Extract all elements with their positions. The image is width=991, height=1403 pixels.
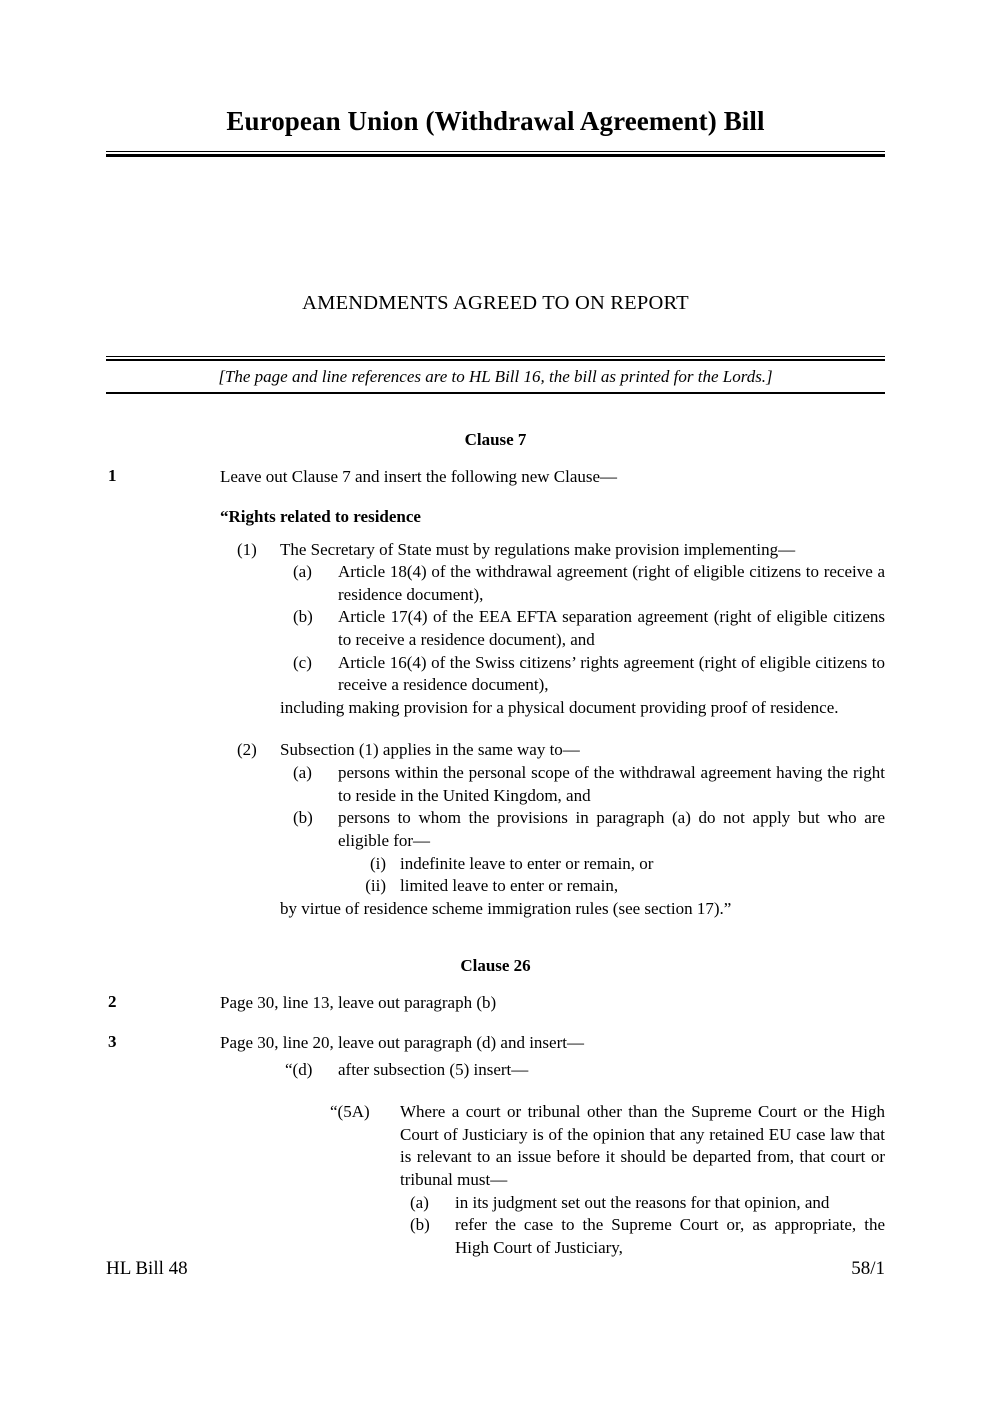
- subsection-text: Where a court or tribunal other than the Supreme Court or the High Court of Justiciary is of the opinion that any retained EU case law that is relevant to an issue before it should be departed from, that court or tribunal must—: [400, 1102, 885, 1190]
- amendment-3: [0, 1032, 991, 1055]
- item-marker: (a): [293, 763, 312, 783]
- item-marker: (b): [410, 1215, 430, 1235]
- item-text: refer the case to the Supreme Court or, as appropriate, the High Court of Justiciary,: [455, 1215, 885, 1257]
- reference-note: [The page and line references are to HL Bill 16, the bill as printed for the Lords.]: [218, 367, 773, 386]
- item-marker: (b): [293, 808, 313, 828]
- list-item: [0, 561, 885, 606]
- item-text: limited leave to enter or remain,: [400, 876, 619, 896]
- inserted-subsection-5a: [0, 1101, 885, 1191]
- amendment-instruction: Leave out Clause 7 and insert the following new Clause—: [220, 467, 618, 486]
- amendment-number: 3: [108, 1031, 117, 1051]
- list-item: [0, 875, 885, 898]
- item-text: in its judgment set out the reasons for that opinion, and: [455, 1192, 830, 1212]
- subsection-2: [0, 739, 885, 762]
- item-marker: (c): [293, 652, 312, 672]
- page-footer: [106, 1258, 885, 1280]
- subsection-marker: (1): [237, 539, 257, 559]
- subsection-2-closing: by virtue of residence scheme immigration rules (see section 17).”: [280, 898, 732, 918]
- item-marker: (ii): [365, 876, 386, 896]
- bill-number: HL Bill 48: [106, 1258, 188, 1279]
- item-text: Article 16(4) of the Swiss citizens’ rights agreement (right of eligible citizens to receive a residence document),: [338, 652, 885, 695]
- item-marker: (i): [369, 853, 386, 873]
- page-title: European Union (Withdrawal Agreement) Bill: [226, 106, 765, 136]
- amendment-number: 1: [108, 466, 117, 485]
- subsection-1: [0, 539, 885, 562]
- item-text: Article 18(4) of the withdrawal agreement (right of eligible citizens to receive a residence document),: [338, 562, 885, 604]
- item-marker: (a): [293, 562, 312, 582]
- reference-note-box: [106, 356, 885, 395]
- list-item: [0, 807, 885, 852]
- inserted-clause-title: “Rights related to residence: [220, 506, 421, 526]
- list-item: [0, 652, 885, 697]
- subsection-1-closing: including making provision for a physical document providing proof of residence.: [280, 697, 839, 717]
- list-item: [0, 1192, 885, 1215]
- note-rule-bottom: [106, 392, 885, 395]
- item-marker: (a): [410, 1192, 429, 1212]
- inserted-paragraph-d: [0, 1059, 885, 1082]
- paragraph-text: after subsection (5) insert—: [338, 1059, 529, 1079]
- list-item: [0, 853, 885, 876]
- amendment-instruction: Page 30, line 20, leave out paragraph (d) and insert—: [220, 1032, 584, 1052]
- subsection-text: Subsection (1) applies in the same way to—: [280, 740, 580, 760]
- amendments-content: [0, 430, 991, 1259]
- subsection-marker: (2): [237, 740, 257, 760]
- list-item: [0, 1214, 885, 1259]
- item-marker: (b): [293, 607, 313, 627]
- subsection-text: The Secretary of State must by regulations make provision implementing—: [280, 539, 796, 559]
- amendment-2: [0, 992, 991, 1015]
- clause-heading-7: Clause 7: [464, 430, 527, 449]
- amendment-instruction: Page 30, line 13, leave out paragraph (b): [220, 993, 497, 1013]
- amendment-number: 2: [108, 992, 117, 1012]
- page-reference: 58/1: [851, 1258, 885, 1279]
- item-text: indefinite leave to enter or remain, or: [400, 853, 654, 873]
- list-item: [0, 606, 885, 651]
- item-text: persons within the personal scope of the withdrawal agreement having the right to reside in the United Kingdom, and: [338, 763, 885, 805]
- title-rule: [106, 151, 885, 157]
- item-text: Article 17(4) of the EEA EFTA separation agreement (right of eligible citizens to receive a residence document), and: [338, 607, 885, 650]
- amendments-heading: AMENDMENTS AGREED TO ON REPORT: [302, 292, 689, 314]
- item-text: persons to whom the provisions in paragraph (a) do not apply but who are eligible for—: [338, 808, 885, 850]
- subsection-marker: “(5A): [330, 1102, 370, 1122]
- list-item: [0, 762, 885, 807]
- clause-heading-26: Clause 26: [460, 956, 531, 976]
- amendment-1: [0, 466, 991, 489]
- paragraph-marker: “(d): [285, 1059, 313, 1079]
